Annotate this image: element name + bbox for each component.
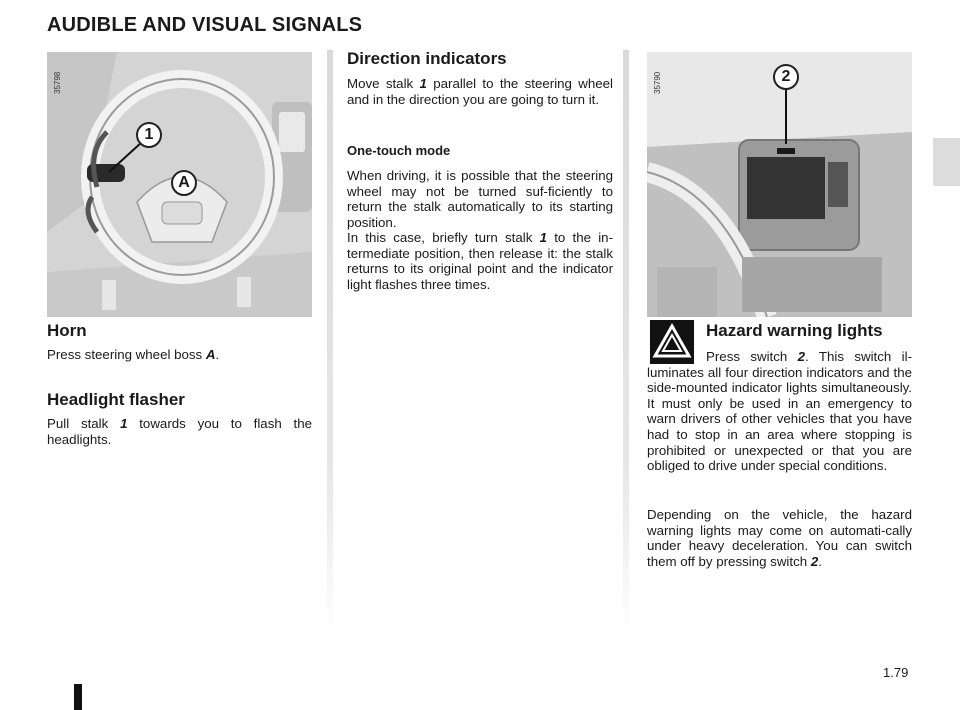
one-touch-text-2 <box>347 230 613 292</box>
direction-indicators-heading: Direction indicators <box>347 49 507 68</box>
horn-text <box>47 347 312 363</box>
flasher-text-part: towards you to flash the headlights. <box>47 416 312 447</box>
indicator-text-part: Move stalk <box>347 76 420 91</box>
page-title: AUDIBLE AND VISUAL SIGNALS <box>47 14 363 36</box>
indicator-text-part: parallel to the steering wheel and in the direction you are going to turn it. <box>347 76 613 107</box>
bottom-edge-mark <box>74 684 82 710</box>
horn-ref: A <box>205 347 216 362</box>
one-touch-text-part: to the in-termediate position, then release it: the stalk returns to its original point and the indicator light flashes three times. <box>347 230 614 292</box>
headlight-flasher-text <box>47 416 312 447</box>
direction-indicators-text <box>347 76 613 107</box>
flasher-text-part: Pull stalk <box>47 416 121 431</box>
hazard-text-part: . This switch il-luminates all four direction indicators and the side-mounted indicator lights simultaneously. It must only be used in an emergency to warn drivers of other vehicles that you have had to stop in an area where stopping is prohibited or unexpected or that you are obliged to drive under special conditions. <box>647 349 912 474</box>
column-divider-left <box>327 50 333 640</box>
hazard-text-part: Depending on the vehicle, the hazard warning lights may come on automati-cally under heavy deceleration. You can switch them off by pressing switch <box>647 507 912 569</box>
dashboard-illustration <box>647 52 912 317</box>
hazard-heading: Hazard warning lights <box>706 321 883 340</box>
callout-2: 2 <box>773 64 799 90</box>
horn-text-part: . <box>215 347 220 362</box>
callout-A: A <box>171 170 197 196</box>
one-touch-text-part: In this case, briefly turn stalk <box>347 230 540 245</box>
hazard-text-2 <box>647 507 912 569</box>
page-number: 1.79 <box>883 665 909 680</box>
hazard-text-part: . <box>818 553 822 569</box>
callout-1: 1 <box>136 122 162 148</box>
horn-text-part: Press steering wheel boss <box>47 347 206 362</box>
one-touch-ref: 1 <box>539 230 547 245</box>
figure-code: 35798 <box>53 71 62 94</box>
flasher-ref: 1 <box>120 416 128 431</box>
one-touch-mode-heading: One-touch mode <box>347 143 451 158</box>
horn-heading: Horn <box>47 321 87 340</box>
hazard-ref: 2 <box>810 553 819 569</box>
hazard-text-part: Press switch <box>706 349 798 364</box>
one-touch-text: When driving, it is possible that the steering wheel may not be turned suf-ficiently to return the stalk automatically to its starting position. <box>347 168 613 230</box>
steering-wheel-figure <box>47 52 312 317</box>
chapter-thumb-tab <box>933 138 960 186</box>
headlight-flasher-heading: Headlight flasher <box>47 390 185 409</box>
hazard-text <box>647 349 912 474</box>
hazard-ref: 2 <box>797 349 806 364</box>
dashboard-figure <box>647 52 912 317</box>
column-divider-right <box>623 50 629 640</box>
indicator-ref: 1 <box>419 76 427 91</box>
figure-code: 35790 <box>653 71 662 94</box>
